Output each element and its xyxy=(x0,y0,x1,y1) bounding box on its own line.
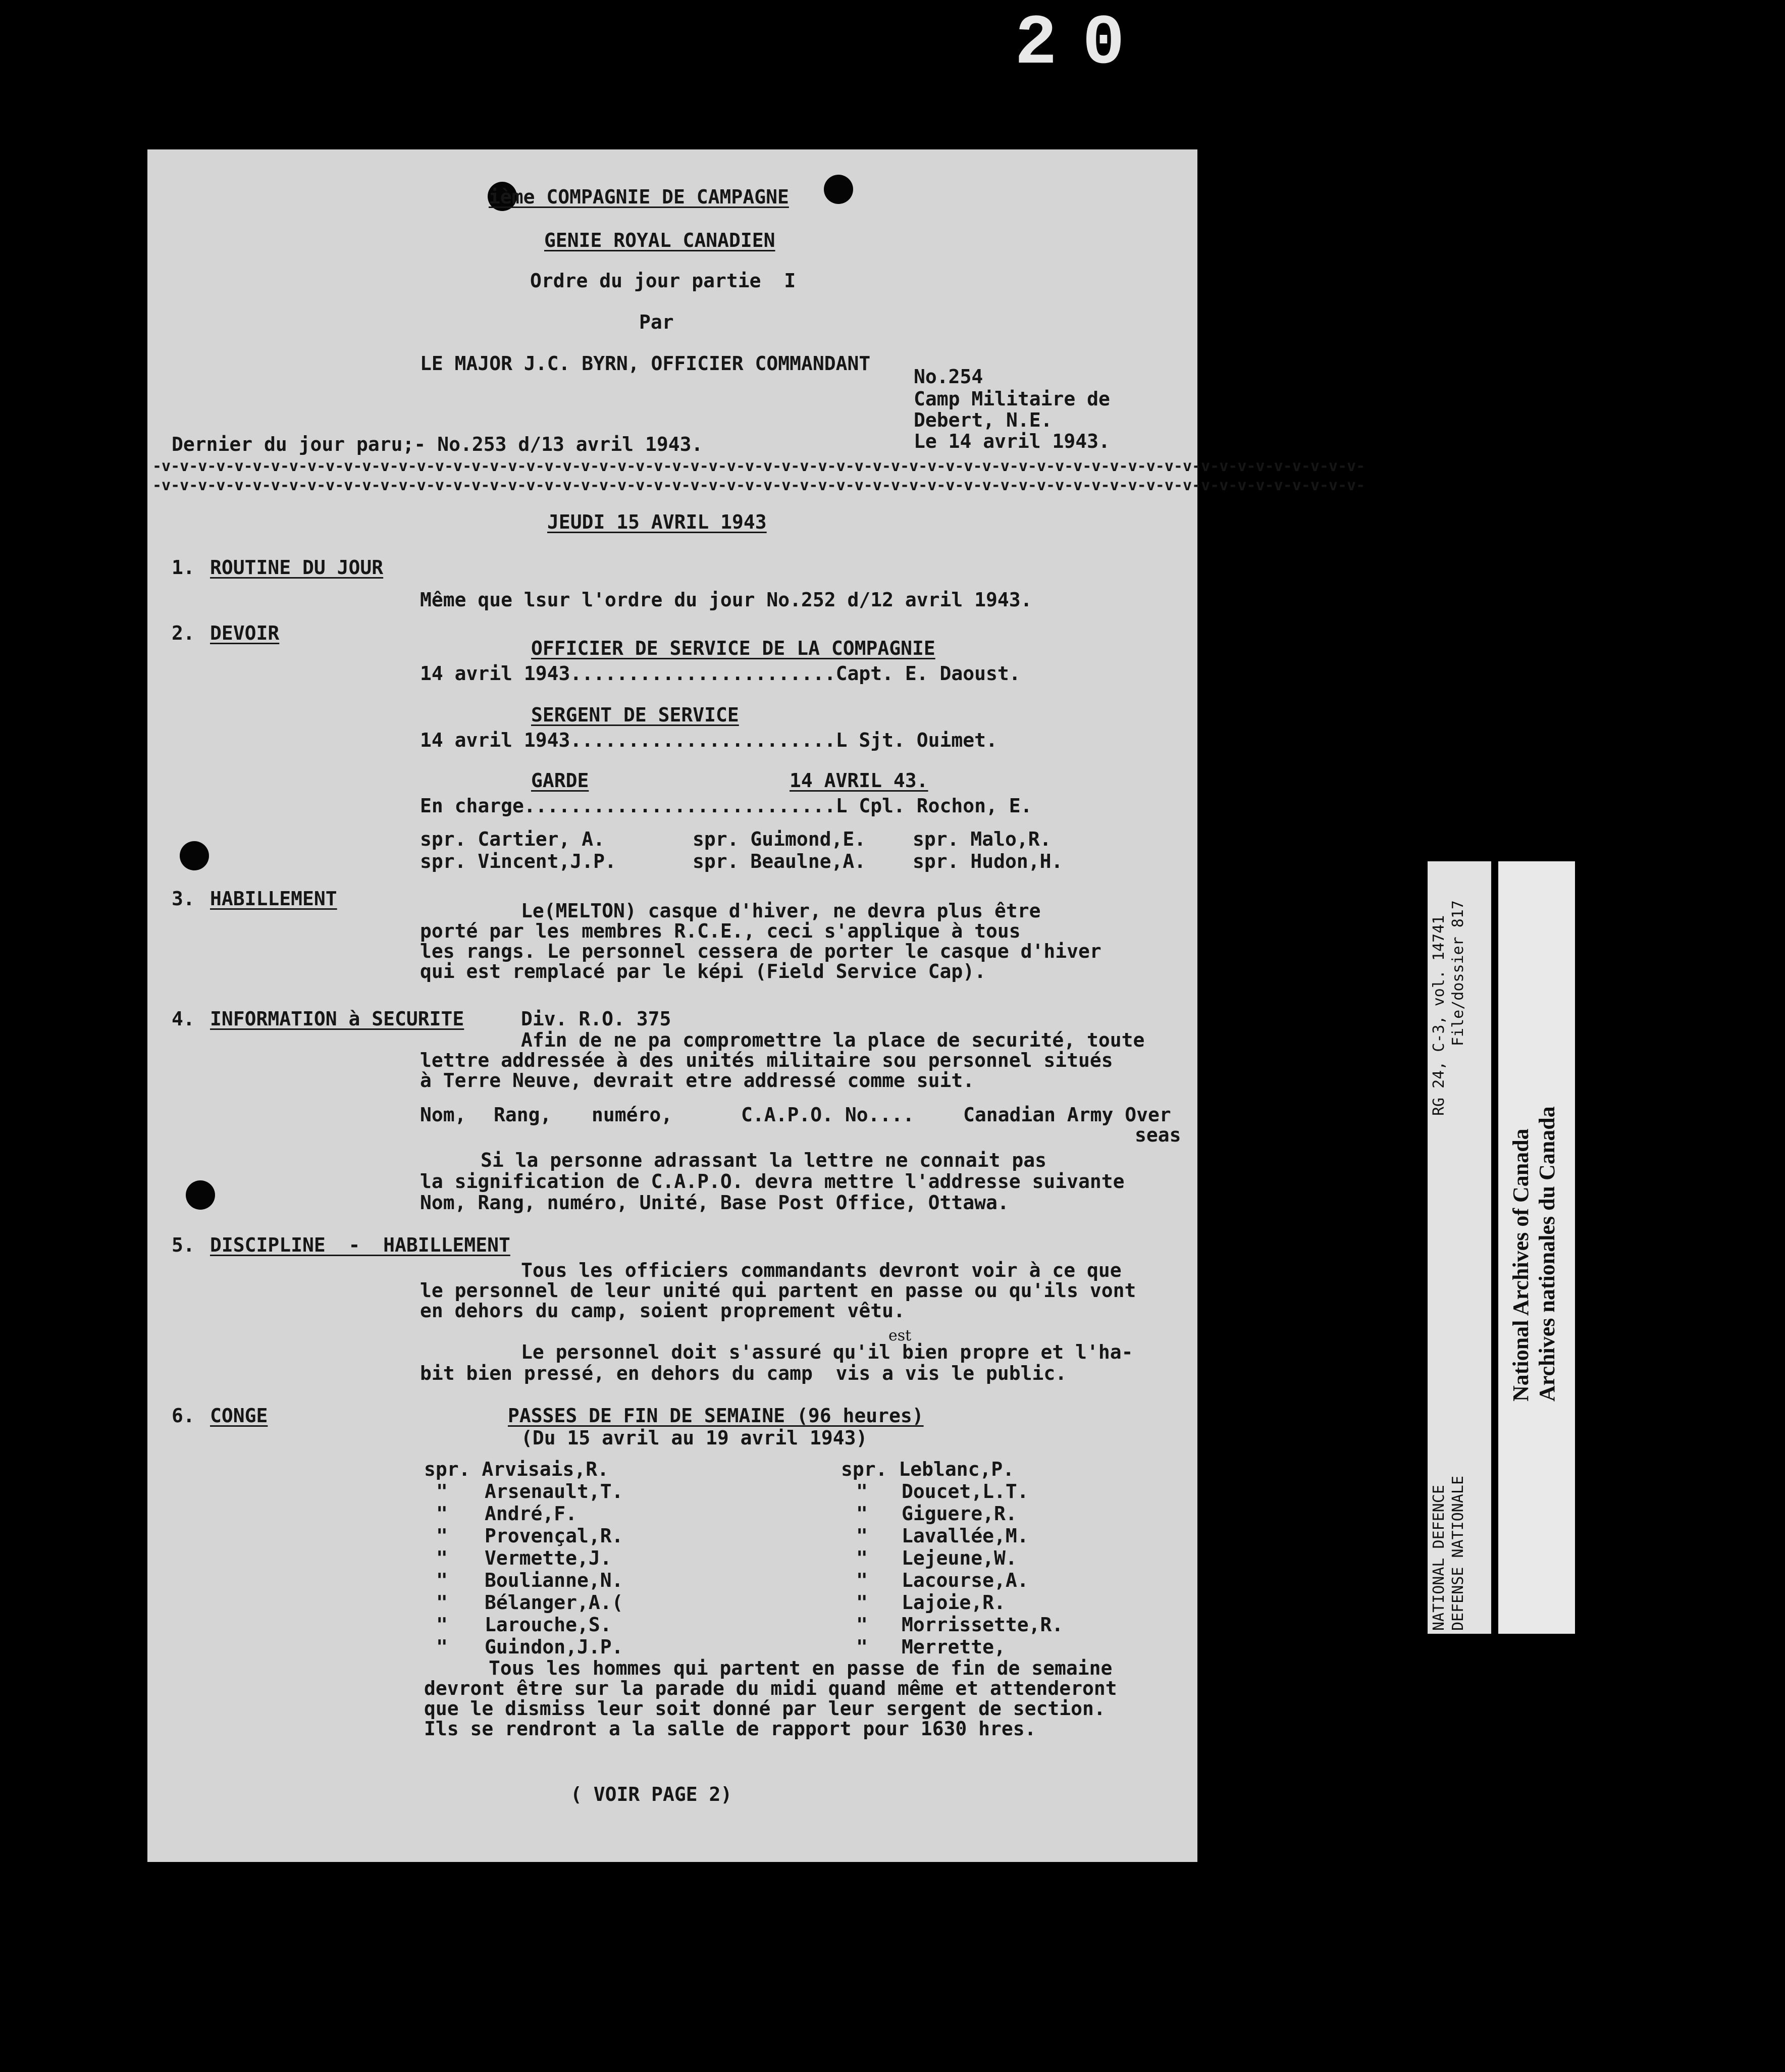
unit-heading: ième COMPAGNIE DE CAMPAGNE xyxy=(489,186,789,208)
order-reference: Div. R.O. 375 xyxy=(521,1008,671,1030)
duty-sergeant-heading: SERGENT DE SERVICE xyxy=(531,704,739,726)
punch-hole xyxy=(180,841,209,870)
ditto-mark: " xyxy=(856,1569,868,1591)
archive-reference: RG 24, C-3, vol. 14741 xyxy=(1430,915,1448,1116)
section-text: porté par les membres R.C.E., ceci s'applique à tous xyxy=(420,920,1021,942)
section-number: 1. xyxy=(172,556,195,579)
leave-name: André,F. xyxy=(485,1503,578,1525)
address-field: Canadian Army Over xyxy=(963,1104,1171,1126)
archive-file: File/dossier 817 xyxy=(1449,900,1467,1046)
leave-name: spr. Leblanc,P. xyxy=(841,1458,1015,1480)
leave-name: Lavallée,M. xyxy=(902,1525,1029,1547)
section-number: 4. xyxy=(172,1008,195,1030)
leave-name: Morrissette,R. xyxy=(902,1614,1064,1636)
ditto-mark: " xyxy=(856,1636,868,1658)
ditto-mark: " xyxy=(436,1525,448,1547)
corps-heading: GENIE ROYAL CANADIEN xyxy=(544,229,775,251)
leave-name: Giguere,R. xyxy=(902,1503,1017,1525)
leave-name: Lacourse,A. xyxy=(902,1569,1029,1591)
leave-name: Guindon,J.P. xyxy=(485,1636,623,1658)
section-title: CONGE xyxy=(210,1405,268,1427)
ditto-mark: " xyxy=(856,1547,868,1569)
guard-member: spr. Beaulne,A. xyxy=(693,850,866,872)
section-text: Afin de ne pa compromettre la place de securité, toute xyxy=(521,1029,1145,1051)
section-number: 3. xyxy=(172,888,195,910)
ditto-mark: " xyxy=(856,1614,868,1636)
separator-line: -v-v-v-v-v-v-v-v-v-v-v-v-v-v-v-v-v-v-v-v-v-v-v-v-v-v-v-v-v-v-v-v-v-v-v-v-v-v-v-v-v-v-v-v-v-v-v-v-v-v-v-v-v-v-v-v-v-v-v-v-v-v-v-v-v-v- xyxy=(152,457,1366,475)
guard-member: spr. Vincent,J.P. xyxy=(420,850,616,872)
section-text: Le(MELTON) casque d'hiver, ne devra plus être xyxy=(521,900,1041,922)
day-heading: JEUDI 15 AVRIL 1943 xyxy=(547,511,767,533)
place-line-2: Debert, N.E. xyxy=(914,409,1053,431)
by-line: Par xyxy=(639,311,674,333)
continued-note: ( VOIR PAGE 2) xyxy=(570,1783,732,1805)
leave-name: Larouche,S. xyxy=(485,1614,612,1636)
section-number: 5. xyxy=(172,1234,195,1256)
section-text: Tous les hommes qui partent en passe de fin de semaine xyxy=(489,1657,1113,1679)
address-field: Nom, xyxy=(420,1104,466,1126)
guard-member: spr. Guimond,E. xyxy=(693,828,866,850)
order-title: Ordre du jour partie I xyxy=(530,270,796,292)
archive-reference-strip xyxy=(1428,861,1491,1634)
section-text: Si la personne adrassant la lettre ne connait pas xyxy=(481,1149,1047,1171)
punch-hole xyxy=(186,1180,215,1210)
section-title: ROUTINE DU JOUR xyxy=(210,556,384,579)
order-date: Le 14 avril 1943. xyxy=(914,430,1110,452)
section-text: à Terre Neuve, devrait etre addressé comme suit. xyxy=(420,1069,975,1092)
archives-name-fr: Archives nationales du Canada xyxy=(1535,1106,1559,1402)
section-title: INFORMATION à SECURITE xyxy=(210,1008,464,1030)
leave-dates: (Du 15 avril au 19 avril 1943) xyxy=(521,1427,868,1449)
guard-heading: GARDE xyxy=(531,769,589,792)
guard-member: spr. Malo,R. xyxy=(913,828,1052,850)
ditto-mark: " xyxy=(436,1547,448,1569)
leave-name: Arsenault,T. xyxy=(485,1480,623,1503)
section-text: que le dismiss leur soit donné par leur sergent de section. xyxy=(424,1697,1106,1720)
last-order: Dernier du jour paru;- No.253 d/13 avril 1943. xyxy=(172,433,703,455)
leave-name: Lejeune,W. xyxy=(902,1547,1017,1569)
order-number: No.254 xyxy=(914,366,983,388)
address-field: numéro, xyxy=(592,1104,673,1126)
frame-number: 20 xyxy=(1015,4,1150,84)
section-text: bit bien pressé, en dehors du camp vis a vis le public. xyxy=(420,1362,1067,1384)
section-text: Le personnel doit s'assuré qu'il bien propre et l'ha- xyxy=(521,1341,1133,1363)
guard-member: spr. Hudon,H. xyxy=(913,850,1063,872)
ditto-mark: " xyxy=(436,1480,448,1503)
duty-officer-heading: OFFICIER DE SERVICE DE LA COMPAGNIE xyxy=(531,637,935,659)
duty-officer-line: 14 avril 1943.......................Capt. E. Daoust. xyxy=(420,662,1021,685)
guard-in-charge: En charge...........................L Cpl. Rochon, E. xyxy=(420,795,1032,817)
handwritten-insert: est xyxy=(888,1327,912,1344)
ditto-mark: " xyxy=(436,1503,448,1525)
separator-line: -v-v-v-v-v-v-v-v-v-v-v-v-v-v-v-v-v-v-v-v-v-v-v-v-v-v-v-v-v-v-v-v-v-v-v-v-v-v-v-v-v-v-v-v-v-v-v-v-v-v-v-v-v-v-v-v-v-v-v-v-v-v-v-v-v-v- xyxy=(152,477,1366,494)
section-text: le personnel de leur unité qui partent en passe ou qu'ils vont xyxy=(420,1279,1136,1302)
address-field: Rang, xyxy=(494,1104,552,1126)
leave-name: Lajoie,R. xyxy=(902,1591,1006,1614)
leave-name: Boulianne,N. xyxy=(485,1569,623,1591)
ditto-mark: " xyxy=(856,1525,868,1547)
leave-name: Merrette, xyxy=(902,1636,1006,1658)
place-line-1: Camp Militaire de xyxy=(914,388,1110,410)
ditto-mark: " xyxy=(856,1591,868,1614)
section-text: Nom, Rang, numéro, Unité, Base Post Office, Ottawa. xyxy=(420,1192,1009,1214)
section-text: Tous les officiers commandants devront voir à ce que xyxy=(521,1259,1122,1281)
guard-member: spr. Cartier, A. xyxy=(420,828,605,850)
punch-hole xyxy=(824,175,853,204)
duty-sergeant-line: 14 avril 1943.......................L Sjt. Ouimet. xyxy=(420,729,998,751)
section-title: DEVOIR xyxy=(210,622,280,644)
leave-name: Doucet,L.T. xyxy=(902,1480,1029,1503)
section-text: Ils se rendront a la salle de rapport pour 1630 hres. xyxy=(424,1718,1036,1740)
leave-name: Bélanger,A.( xyxy=(485,1591,623,1614)
commanding-officer: LE MAJOR J.C. BYRN, OFFICIER COMMANDANT xyxy=(420,352,871,375)
document-page xyxy=(147,149,1366,1862)
guard-date: 14 AVRIL 43. xyxy=(790,769,928,792)
leave-name: Provençal,R. xyxy=(485,1525,623,1547)
section-text: les rangs. Le personnel cessera de porter le casque d'hiver xyxy=(420,940,1101,962)
section-title: DISCIPLINE - HABILLEMENT xyxy=(210,1234,510,1256)
section-number: 6. xyxy=(172,1405,195,1427)
leave-name: Vermette,J. xyxy=(485,1547,612,1569)
ditto-mark: " xyxy=(436,1569,448,1591)
section-text: devront être sur la parade du midi quand même et attenderont xyxy=(424,1677,1117,1699)
section-text: en dehors du camp, soient proprement vêtu. xyxy=(420,1300,905,1322)
ditto-mark: " xyxy=(436,1614,448,1636)
section-text: lettre addressée à des unités militaire sou personnel situés xyxy=(420,1049,1113,1071)
ditto-mark: " xyxy=(436,1591,448,1614)
ditto-mark: " xyxy=(856,1503,868,1525)
archive-name-strip xyxy=(1498,861,1575,1634)
section-text: la signification de C.A.P.O. devra mettre l'addresse suivante xyxy=(420,1170,1125,1193)
leave-heading: PASSES DE FIN DE SEMAINE (96 heures) xyxy=(508,1405,924,1427)
section-text: Même que lsur l'ordre du jour No.252 d/12 avril 1943. xyxy=(420,589,1032,611)
section-number: 2. xyxy=(172,622,195,644)
department-fr: DEFENSE NATIONALE xyxy=(1449,1475,1467,1631)
ditto-mark: " xyxy=(436,1636,448,1658)
archives-name-en: National Archives of Canada xyxy=(1508,1128,1533,1402)
address-field: C.A.P.O. No.... xyxy=(741,1104,915,1126)
section-text: qui est remplacé par le képi (Field Service Cap). xyxy=(420,960,986,982)
section-title: HABILLEMENT xyxy=(210,888,337,910)
ditto-mark: " xyxy=(856,1480,868,1503)
address-field-wrap: seas xyxy=(1135,1124,1181,1146)
department-en: NATIONAL DEFENCE xyxy=(1430,1485,1448,1631)
leave-name: spr. Arvisais,R. xyxy=(424,1458,609,1480)
